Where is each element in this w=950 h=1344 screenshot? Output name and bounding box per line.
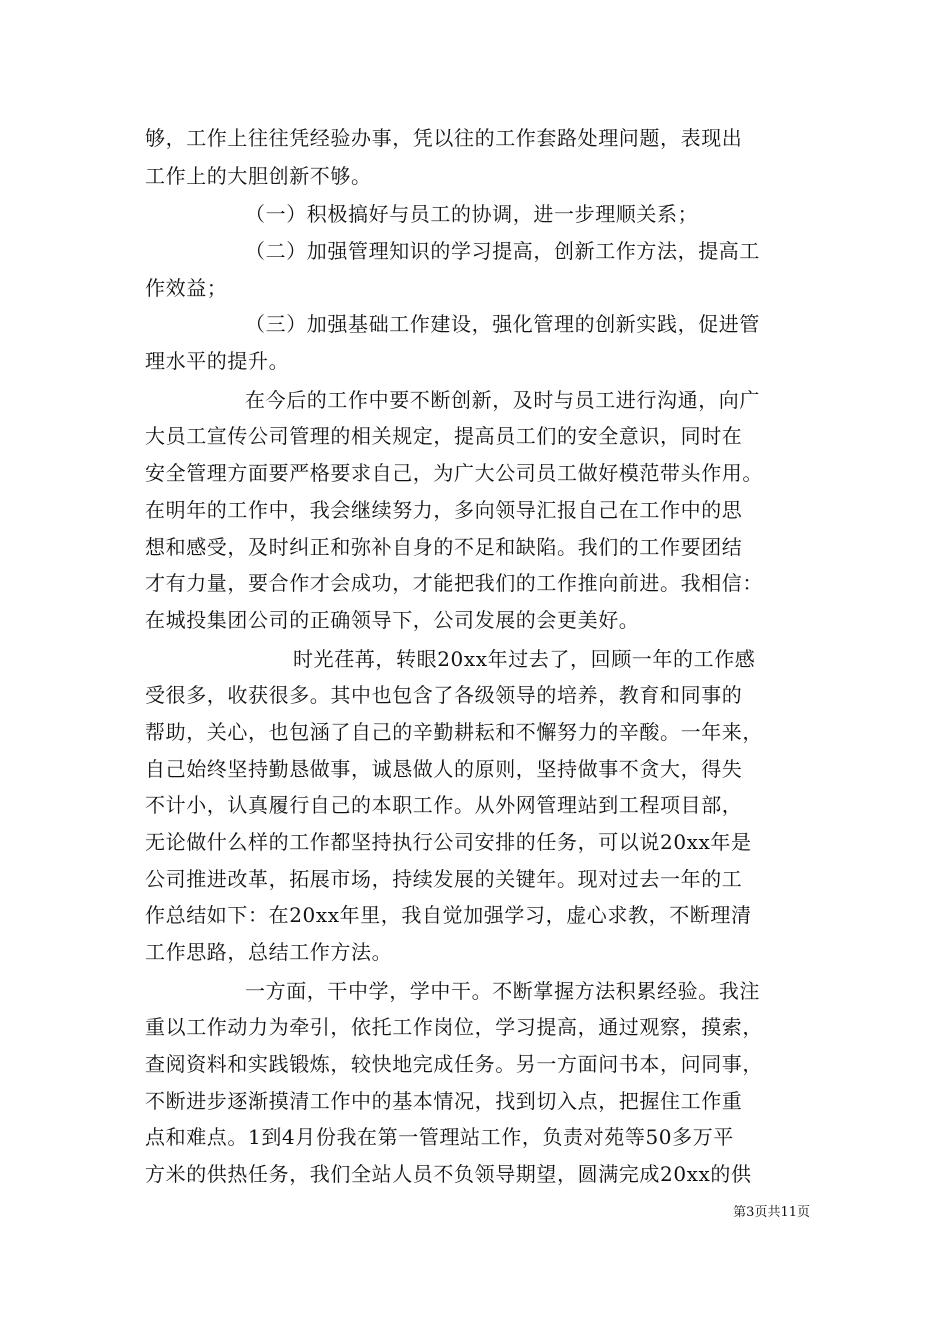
paragraph-1-line-5: 想和感受，及时纠正和弥补自身的不足和缺陷。我们的工作要团结 [145, 535, 743, 559]
paragraph-3-line-6: 方米的供热任务，我们全站人员不负领导期望，圆满完成20xx的供 [145, 1162, 752, 1186]
paragraph-1-line-1: 在今后的工作中要不断创新，及时与员工进行沟通，向广 [245, 388, 760, 412]
paragraph-3-line-4: 不断进步逐渐摸清工作中的基本情况，找到切入点，把握住工作重 [145, 1089, 743, 1113]
page-number-footer: 第3页共11页 [733, 1205, 810, 1220]
text-line-2: 工作上的大胆创新不够。 [145, 164, 372, 188]
paragraph-1-line-4: 在明年的工作中，我会继续努力，多向领导汇报自己在工作中的思 [145, 498, 743, 522]
paragraph-1-line-6: 才有力量，要合作才会成功，才能把我们的工作推向前进。我相信： [145, 571, 763, 595]
paragraph-2-line-8: 作总结如下：在20xx年里，我自觉加强学习，虚心求教，不断理清 [145, 903, 752, 927]
paragraph-2-line-4: 自己始终坚持勤恳做事，诚恳做人的原则，坚持做事不贪大，得失 [145, 757, 743, 781]
list-item-1: （一）积极搞好与员工的协调，进一步理顺关系； [245, 202, 699, 226]
paragraph-2-line-7: 公司推进改革，拓展市场，持续发展的关键年。现对过去一年的工 [145, 867, 743, 891]
paragraph-3-line-2: 重以工作动力为牵引，依托工作岗位，学习提高，通过观察，摸索， [145, 1015, 763, 1039]
list-item-3: （三）加强基础工作建设，强化管理的创新实践，促进管 [245, 312, 760, 336]
list-item-2: （二）加强管理知识的学习提高，创新工作方法，提高工 [245, 239, 760, 263]
paragraph-2-line-9: 工作思路，总结工作方法。 [145, 940, 393, 964]
paragraph-2-line-2: 受很多，收获很多。其中也包含了各级领导的培养，教育和同事的 [145, 683, 743, 707]
list-item-2-cont: 作效益； [145, 276, 228, 300]
paragraph-3-line-5: 点和难点。1到4月份我在第一管理站工作，负责对苑等50多万平 [145, 1125, 734, 1149]
paragraph-1-line-3: 安全管理方面要严格要求自己，为广大公司员工做好模范带头作用。 [145, 461, 763, 485]
text-line-1: 够，工作上往往凭经验办事，凭以往的工作套路处理问题，表现出 [145, 126, 743, 150]
list-item-3-cont: 理水平的提升。 [145, 349, 290, 373]
paragraph-3-line-1: 一方面，干中学，学中干。不断掌握方法积累经验。我注 [245, 979, 760, 1003]
paragraph-2-line-6: 无论做什么样的工作都坚持执行公司安排的任务，可以说20xx年是 [145, 830, 752, 854]
paragraph-3-line-3: 查阅资料和实践锻炼，较快地完成任务。另一方面问书本，问同事， [145, 1052, 763, 1076]
paragraph-1-line-7: 在城投集团公司的正确领导下，公司发展的会更美好。 [145, 608, 640, 632]
paragraph-2-line-1: 时光荏苒，转眼20xx年过去了，回顾一年的工作感 [293, 647, 756, 671]
paragraph-1-line-2: 大员工宣传公司管理的相关规定，提高员工们的安全意识，同时在 [145, 424, 743, 448]
paragraph-2-line-5: 不计小，认真履行自己的本职工作。从外网管理站到工程项目部， [145, 793, 743, 817]
paragraph-2-line-3: 帮助，关心，也包涵了自己的辛勤耕耘和不懈努力的辛酸。一年来， [145, 720, 763, 744]
